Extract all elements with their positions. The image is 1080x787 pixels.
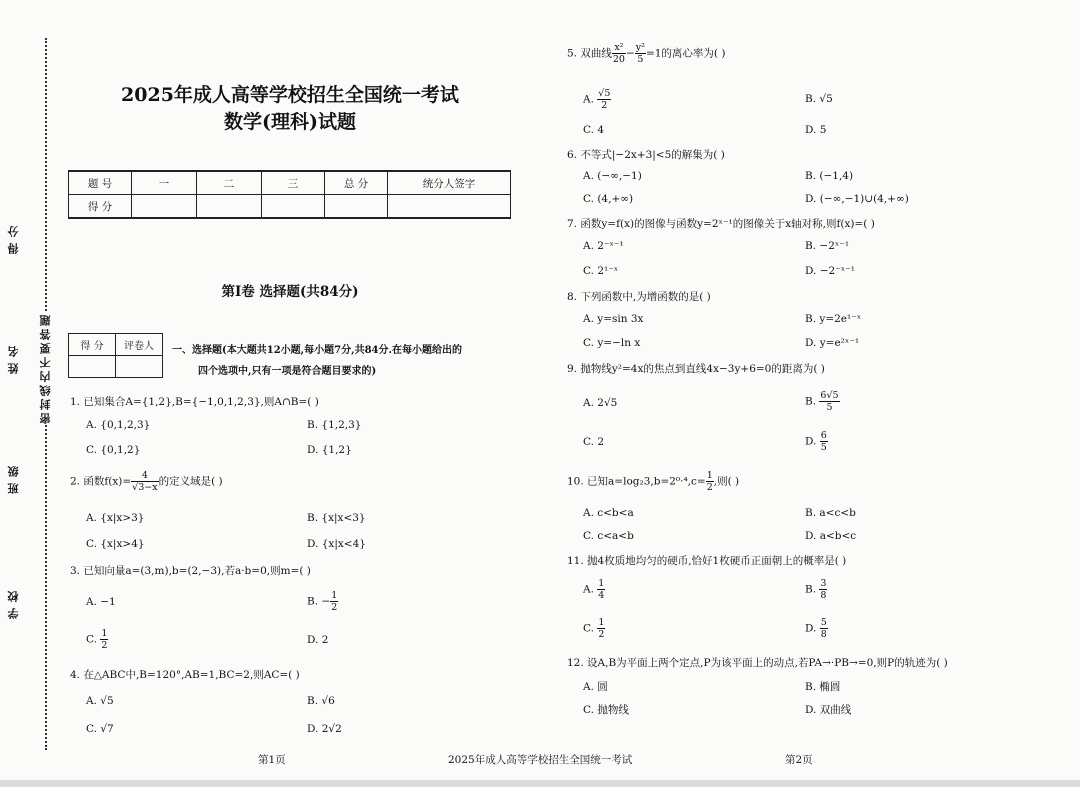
q10-fraction	[706, 470, 714, 493]
footer-page-right: 第2页	[785, 754, 813, 766]
q6-option-a: A. (−∞,−1)	[583, 170, 642, 182]
q8-option-a: A. y=sin 3x	[583, 313, 644, 325]
q9-option-c: C. 2	[583, 436, 605, 448]
frac-denominator: 2	[598, 629, 605, 640]
q12-option-b: B. 椭圆	[805, 681, 841, 693]
frac-denominator: 8	[820, 590, 827, 601]
q2-stem-pre: 2. 函数f(x)=	[70, 475, 132, 488]
q11-option-b	[805, 578, 827, 601]
question-2	[70, 470, 223, 493]
q5-option-b: B. √5	[805, 93, 833, 105]
question-11: 11. 抛4枚质地均匀的硬币,恰好1枚硬币正面朝上的概率是( )	[567, 555, 847, 567]
opt-fraction	[597, 88, 611, 111]
grader-cell	[116, 356, 163, 378]
frac-denominator: 2	[601, 100, 608, 111]
question-10	[567, 470, 739, 493]
q12-option-a: A. 圆	[583, 681, 608, 693]
score-header: 总 分	[325, 171, 388, 195]
q8-option-b: B. y=2e¹⁻ˣ	[805, 313, 862, 325]
score-header: 统分人签字	[388, 171, 511, 195]
instruction-line: 四个选项中,只有一项是符合题目要求的)	[198, 366, 377, 377]
q5-stem-post: =1的离心率为( )	[645, 47, 726, 60]
frac-denominator: 2	[706, 482, 713, 493]
q11-option-c	[583, 617, 605, 640]
section-instructions	[172, 340, 507, 382]
q2-option-b: B. {x|x<3}	[307, 512, 366, 524]
frac-numerator: y²	[635, 42, 645, 53]
opt-fraction	[597, 578, 605, 601]
question-9: 9. 抛物线y²=4x的焦点到直线4x−3y+6=0的距离为( )	[567, 363, 825, 375]
score-header: 二	[197, 171, 262, 195]
opt-label: D.	[805, 622, 820, 635]
question-5	[567, 42, 725, 65]
question-12: 12. 设A,B为平面上两个定点,P为该平面上的动点,若PA→·PB→=0,则P的轨迹为( )	[567, 657, 948, 669]
q9-option-a: A. 2√5	[583, 397, 618, 409]
q5-option-c: C. 4	[583, 124, 605, 136]
frac-denominator: √3−x	[132, 482, 158, 493]
q3-option-d: D. 2	[307, 634, 329, 646]
frac-denominator: 4	[598, 590, 605, 601]
grader-header: 评卷人	[116, 334, 163, 356]
frac-denominator: 5	[820, 442, 827, 453]
opt-label: A.	[583, 583, 598, 596]
grader-header: 得 分	[69, 334, 116, 356]
frac-numerator: x²	[612, 42, 626, 54]
frac-denominator: 8	[820, 629, 827, 640]
q12-option-c: C. 抛物线	[583, 704, 629, 716]
q3-option-a: A. −1	[86, 596, 116, 608]
frac-denominator: 2	[101, 640, 108, 651]
q5-stem-pre: 5. 双曲线	[567, 47, 612, 60]
opt-label: B.	[805, 583, 820, 596]
q7-option-d: D. −2⁻ˣ⁻¹	[805, 265, 855, 277]
q10-option-b: B. a<c<b	[805, 507, 856, 519]
q10-stem-pre: 10. 已知a=log₂3,b=2⁰·⁴,c=	[567, 475, 706, 488]
q9-option-b	[805, 390, 840, 413]
q1-option-c: C. {0,1,2}	[86, 444, 141, 456]
frac-numerator: 4	[131, 470, 158, 482]
score-table	[68, 170, 511, 219]
question-8: 8. 下列函数中,为增函数的是( )	[567, 291, 711, 303]
q6-option-b: B. (−1,4)	[805, 170, 854, 182]
frac-numerator: 3	[820, 578, 827, 589]
q1-option-d: D. {1,2}	[307, 444, 352, 456]
q2-option-c: C. {x|x>4}	[86, 538, 145, 550]
frac-denominator: 5	[826, 402, 833, 413]
q5-fraction-x	[612, 42, 626, 65]
score-header: 一	[132, 171, 197, 195]
q5-minus: −	[625, 47, 635, 60]
exam-title: 2025年成人高等学校招生全国统一考试	[121, 84, 459, 106]
opt-label: C.	[86, 633, 101, 646]
q2-option-d: D. {x|x<4}	[307, 538, 366, 550]
margin-label-score: 得分	[7, 220, 20, 254]
q12-option-d: D. 双曲线	[805, 704, 852, 716]
frac-denominator: 20	[612, 54, 625, 65]
q8-option-c: C. y=−ln x	[583, 337, 641, 349]
margin-label-school: 学校	[7, 585, 20, 619]
frac-numerator: 5	[820, 617, 827, 628]
score-header: 题 号	[69, 171, 132, 195]
q4-option-d: D. 2√2	[307, 723, 342, 735]
q6-option-d: D. (−∞,−1)∪(4,+∞)	[805, 193, 909, 205]
q3-option-b	[307, 590, 338, 613]
frac-numerator: 1	[598, 617, 605, 628]
frac-numerator: 6√5	[820, 390, 839, 401]
score-cell	[388, 195, 511, 219]
frac-numerator: 6	[820, 430, 827, 441]
opt-label: C.	[583, 622, 598, 635]
grader-cell	[69, 356, 116, 378]
question-7: 7. 函数y=f(x)的图像与函数y=2ˣ⁻¹的图像关于x轴对称,则f(x)=( )	[567, 218, 875, 230]
q5-option-a	[583, 88, 611, 111]
question-1: 1. 已知集合A={1,2},B={−1,0,1,2,3},则A∩B=( )	[70, 396, 319, 408]
score-cell	[132, 195, 197, 219]
opt-fraction	[100, 628, 108, 651]
q7-option-a: A. 2⁻ˣ⁻¹	[583, 240, 624, 252]
opt-fraction	[819, 578, 827, 601]
footer-page-left: 第1页	[258, 754, 286, 766]
opt-fraction	[820, 430, 828, 453]
section-title: 第Ⅰ卷 选择题(共84分)	[221, 284, 359, 300]
grader-table	[68, 333, 163, 378]
q2-stem-post: 的定义域是( )	[158, 475, 223, 488]
margin-label-name: 姓名	[7, 340, 20, 374]
margin-label-class: 班级	[7, 460, 20, 494]
frac-denominator: 2	[331, 602, 338, 613]
q2-fraction	[131, 470, 158, 493]
q4-option-a: A. √5	[86, 695, 114, 707]
q10-option-a: A. c<b<a	[583, 507, 634, 519]
frac-numerator: 1	[706, 470, 713, 481]
q3-option-c	[86, 628, 108, 651]
q1-option-b: B. {1,2,3}	[307, 419, 362, 431]
opt-label: D.	[805, 435, 820, 448]
q9-option-d	[805, 430, 828, 453]
q2-option-a: A. {x|x>3}	[86, 512, 145, 524]
opt-fraction	[597, 617, 605, 640]
question-6: 6. 不等式|−2x+3|<5的解集为( )	[567, 149, 725, 161]
q7-option-c: C. 2¹⁻ˣ	[583, 265, 619, 277]
exam-subtitle: 数学(理科)试题	[224, 111, 356, 133]
q6-option-c: C. (4,+∞)	[583, 193, 634, 205]
question-3: 3. 已知向量a=(3,m),b=(2,−3),若a·b=0,则m=( )	[70, 565, 311, 577]
q5-fraction-y	[635, 42, 646, 65]
q4-option-b: B. √6	[307, 695, 335, 707]
q10-stem-post: ,则( )	[713, 475, 740, 488]
frac-numerator: 1	[598, 578, 605, 589]
frac-numerator: 1	[331, 590, 338, 601]
seal-note: 密封线内不要答题	[39, 312, 52, 424]
instruction-line: 一、选择题(本大题共12小题,每小题7分,共84分.在每小题给出的	[172, 345, 462, 356]
frac-numerator: √5	[598, 88, 611, 99]
score-cell	[197, 195, 262, 219]
score-cell	[262, 195, 325, 219]
opt-label: A.	[583, 93, 598, 106]
q8-option-d: D. y=e²ˣ⁻¹	[805, 337, 860, 349]
opt-label: B. −	[307, 595, 331, 608]
frac-numerator: 1	[101, 628, 108, 639]
q10-option-d: D. a<b<c	[805, 530, 857, 542]
q4-option-c: C. √7	[86, 723, 114, 735]
q11-option-a	[583, 578, 605, 601]
score-row-label: 得 分	[69, 195, 132, 219]
q10-option-c: C. c<a<b	[583, 530, 634, 542]
q1-option-a: A. {0,1,2,3}	[86, 419, 151, 431]
q7-option-b: B. −2ˣ⁻¹	[805, 240, 850, 252]
opt-fraction	[820, 617, 828, 640]
q11-option-d	[805, 617, 828, 640]
footer-center: 2025年成人高等学校招生全国统一考试	[448, 754, 633, 766]
opt-fraction	[819, 390, 839, 413]
score-header: 三	[262, 171, 325, 195]
opt-label: B.	[805, 395, 820, 408]
score-cell	[325, 195, 388, 219]
q5-option-d: D. 5	[805, 124, 827, 136]
frac-denominator: 5	[637, 54, 644, 65]
bottom-strip	[0, 780, 1080, 787]
opt-fraction	[330, 590, 338, 613]
question-4: 4. 在△ABC中,B=120°,AB=1,BC=2,则AC=( )	[70, 669, 300, 681]
